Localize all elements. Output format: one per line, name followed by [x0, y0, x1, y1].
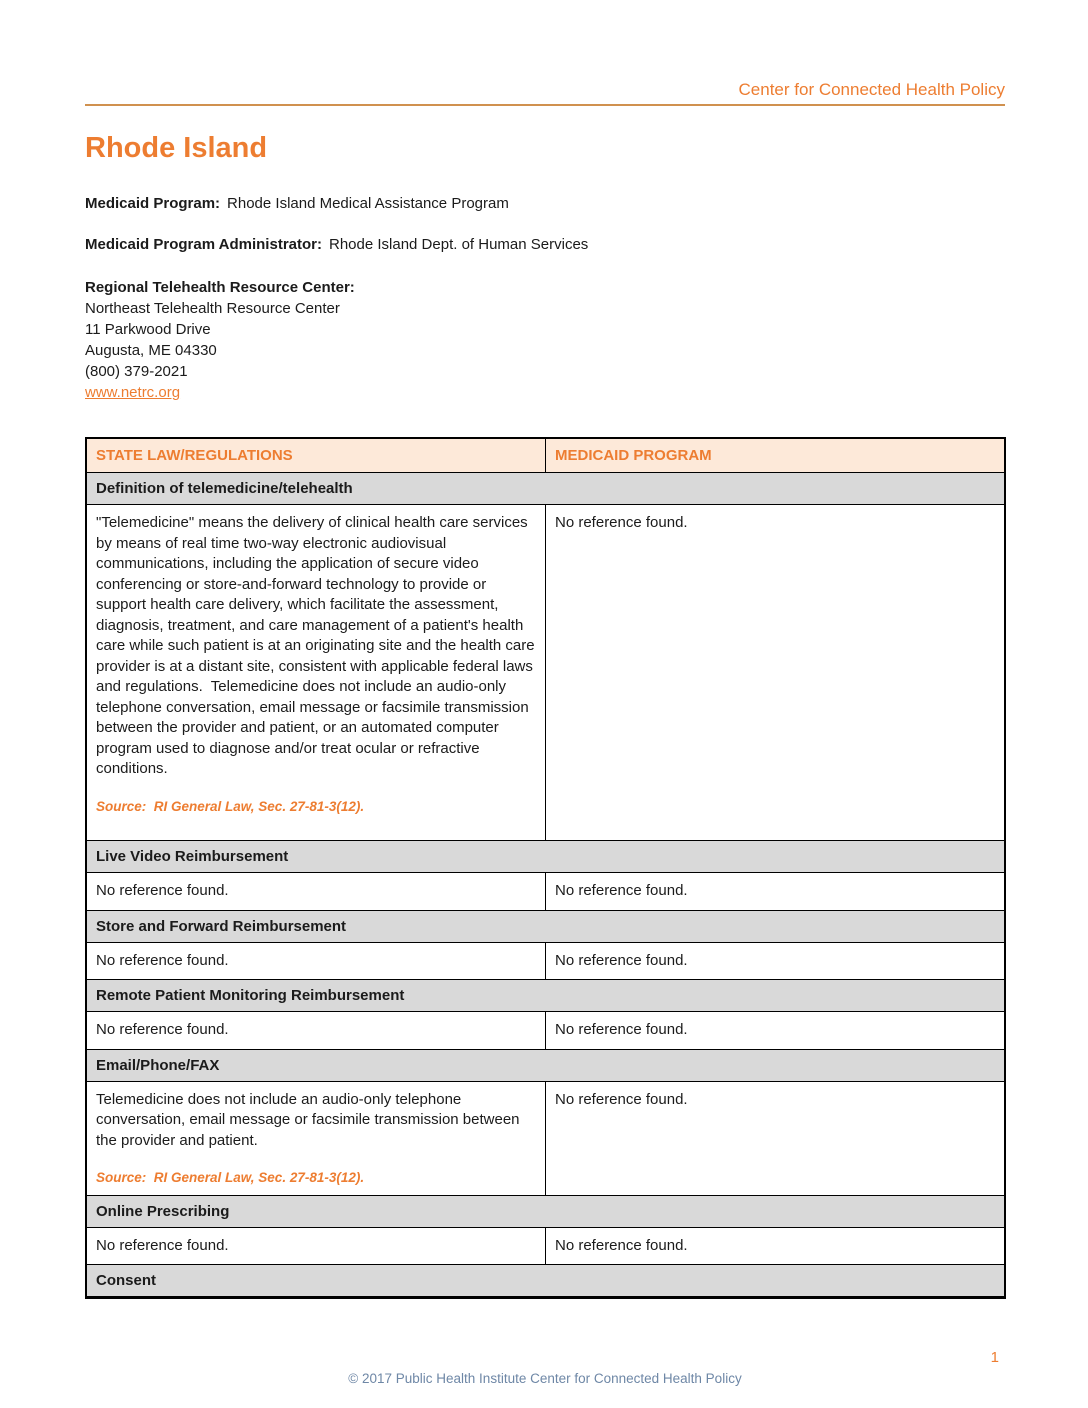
cell-online-prescribing-medicaid [546, 1227, 1006, 1265]
resource-center-label: Regional Telehealth Resource Center: [85, 279, 355, 296]
email-medicaid-text: No reference found. [555, 1090, 688, 1108]
medicaid-program-line [85, 194, 1005, 214]
cell-rpm-medicaid [546, 1012, 1006, 1050]
email-source-citation: Source: RI General Law, Sec. 27-81-3(12). [96, 1170, 365, 1185]
store-forward-state-text: No reference found. [96, 951, 229, 969]
medicaid-program-label: Medicaid Program: [85, 195, 221, 212]
live-video-state-text: No reference found. [96, 882, 229, 899]
cell-rpm-state-law [86, 1012, 546, 1050]
policy-table [85, 437, 1006, 1299]
online-prescribing-medicaid-text: No reference found. [555, 1236, 688, 1254]
header-brand: Center for Connected Health Policy [738, 80, 1005, 99]
medicaid-administrator-line [85, 235, 1005, 255]
page-footer [85, 1349, 1005, 1386]
page-number: 1 [990, 1349, 999, 1366]
section-heading-email-phone-fax: Email/Phone/FAX [86, 1049, 1005, 1081]
section-row-rpm [86, 980, 1005, 1012]
definition-text: "Telemedicine" means the delivery of clinical health care services by means of real time two-way electronic audiovisual communications, including the application of secure video conferencing or store-and-forward technology to provide or support health care delivery, which facilitate the assessment, diagnosis, treatment, and care management of a patient's health care while such patient is at an originating site and the health care provider is at a distant site, consistent with applicable federal laws and regulations. Telemedicine does not include an audio-only telephone conversation, email message or facsimile transmission between the provider and patient, or an automated computer program used to diagnose and/or treat ocular or refractive conditions. [96, 514, 539, 777]
resource-center-city: Augusta, ME 04330 [85, 342, 217, 359]
content-row-live-video [86, 873, 1005, 911]
section-row-online-prescribing [86, 1195, 1005, 1227]
medicaid-administrator-label: Medicaid Program Administrator: [85, 236, 322, 253]
email-state-text: Telemedicine does not include an audio-only telephone conversation, email message or facsimile transmission between the provider and patient. [96, 1090, 524, 1149]
section-heading-store-forward: Store and Forward Reimbursement [86, 910, 1005, 942]
store-forward-medicaid-text: No reference found. [555, 951, 688, 969]
cell-store-forward-state-law [86, 942, 546, 980]
section-row-email-phone-fax [86, 1049, 1005, 1081]
cell-live-video-state-law [86, 873, 546, 911]
rpm-state-text: No reference found. [96, 1021, 229, 1038]
resource-center-block [85, 277, 1005, 403]
content-row-definition [86, 505, 1005, 841]
content-row-store-forward [86, 942, 1005, 980]
section-row-consent [86, 1265, 1005, 1298]
cell-store-forward-medicaid [546, 942, 1006, 980]
cell-online-prescribing-state-law [86, 1227, 546, 1265]
resource-center-name: Northeast Telehealth Resource Center [85, 300, 340, 317]
live-video-medicaid-text: No reference found. [555, 882, 688, 899]
section-row-definition [86, 473, 1005, 505]
page-title: Rhode Island [85, 132, 268, 164]
column-header-state-law: STATE LAW/REGULATIONS [86, 438, 546, 473]
section-heading-rpm: Remote Patient Monitoring Reimbursement [86, 980, 1005, 1012]
table-header-row [86, 438, 1005, 473]
content-row-rpm [86, 1012, 1005, 1050]
cell-live-video-medicaid [546, 873, 1006, 911]
cell-definition-medicaid [546, 505, 1006, 841]
header-rule [85, 104, 1005, 106]
cell-email-medicaid [546, 1081, 1006, 1195]
column-header-medicaid: MEDICAID PROGRAM [546, 438, 1006, 473]
content-row-online-prescribing [86, 1227, 1005, 1265]
rpm-medicaid-text: No reference found. [555, 1021, 688, 1038]
section-row-store-forward [86, 910, 1005, 942]
cell-email-state-law [86, 1081, 546, 1195]
section-heading-consent: Consent [86, 1265, 1005, 1298]
section-heading-definition: Definition of telemedicine/telehealth [86, 473, 1005, 505]
website-link[interactable]: www.netrc.org [85, 384, 181, 401]
resource-center-phone: (800) 379-2021 [85, 363, 188, 380]
content-row-email-phone-fax [86, 1081, 1005, 1195]
medicaid-administrator-value: Rhode Island Dept. of Human Services [328, 236, 589, 253]
section-heading-online-prescribing: Online Prescribing [86, 1195, 1005, 1227]
medicaid-program-value: Rhode Island Medical Assistance Program [227, 195, 509, 212]
definition-medicaid-text: No reference found. [555, 514, 688, 531]
cell-definition-state-law [86, 505, 546, 841]
definition-source-citation: Source: RI General Law, Sec. 27-81-3(12). [96, 798, 365, 814]
section-heading-live-video: Live Video Reimbursement [86, 841, 1005, 873]
section-row-live-video [86, 841, 1005, 873]
copyright-text: © 2017 Public Health Institute Center for Connected Health Policy [348, 1371, 742, 1386]
online-prescribing-state-text: No reference found. [96, 1236, 229, 1254]
resource-center-street: 11 Parkwood Drive [85, 321, 211, 338]
